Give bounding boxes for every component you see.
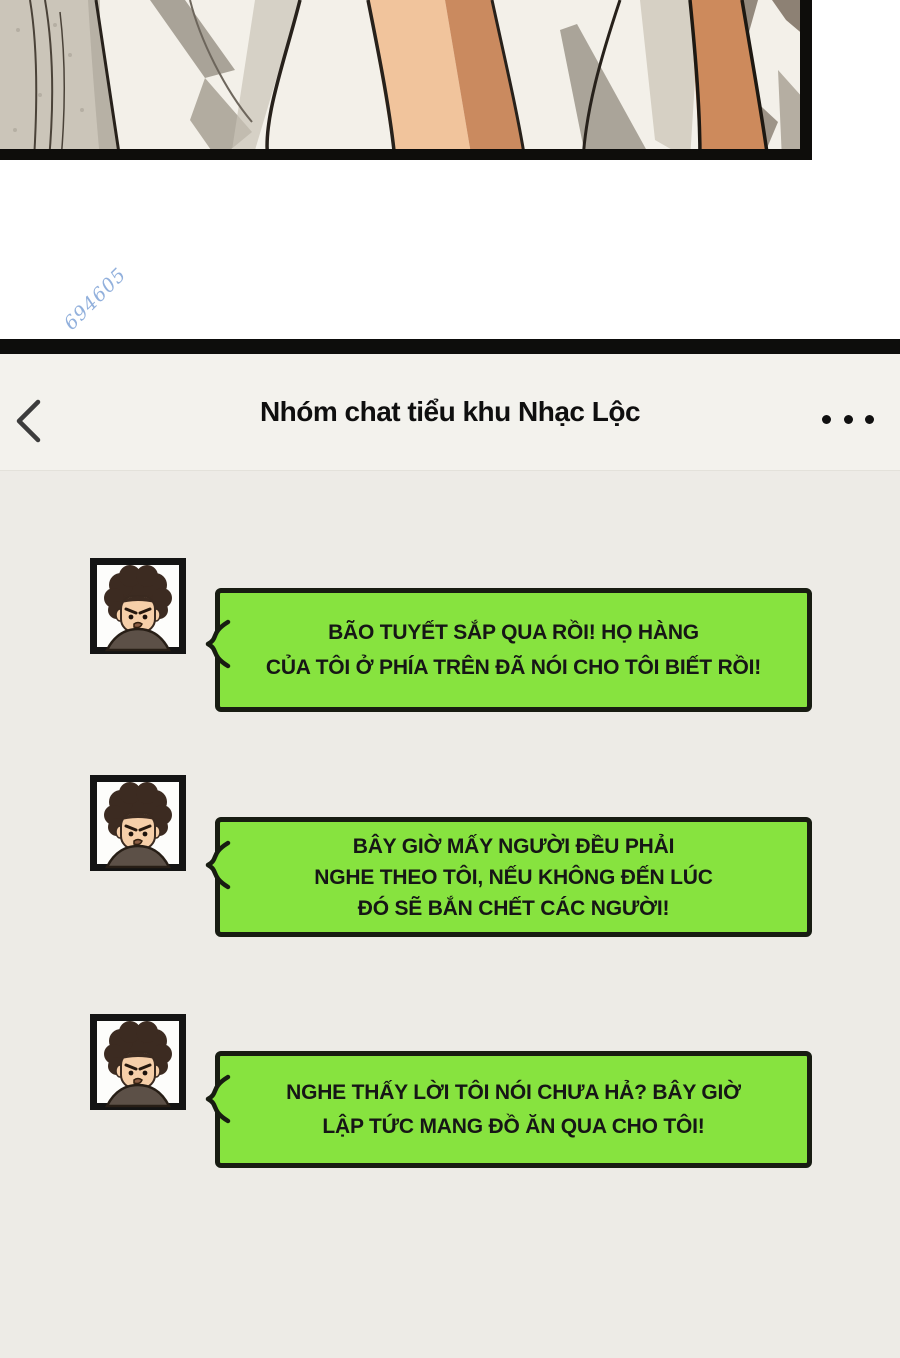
speech-bubble[interactable]	[215, 817, 812, 937]
message-line: NGHE THẤY LỜI TÔI NÓI CHƯA HẢ? BÂY GIỜ	[286, 1080, 741, 1104]
message-text	[226, 822, 801, 932]
message-line: CỦA TÔI Ở PHÍA TRÊN ĐÃ NÓI CHO TÔI BIẾT RỒI!	[265, 656, 762, 679]
watermark: 694605	[59, 263, 131, 335]
message-text	[226, 593, 801, 707]
avatar[interactable]	[90, 1014, 186, 1110]
chat-header	[0, 354, 900, 471]
more-options-button[interactable]	[822, 406, 874, 432]
panel-divider-bar	[0, 339, 900, 354]
ellipsis-icon	[865, 415, 874, 424]
message-line: BÃO TUYẾT SẮP QUA RỒI! HỌ HÀNG	[328, 621, 699, 644]
speech-bubble[interactable]	[215, 1051, 812, 1168]
page-title: Nhóm chat tiểu khu Nhạc Lộc	[259, 396, 641, 427]
message-line: BÂY GIỜ MẤY NGƯỜI ĐỀU PHẢI	[352, 834, 675, 858]
curly-haired-man-icon	[90, 775, 186, 871]
ellipsis-icon	[822, 415, 831, 424]
chat-screen	[0, 354, 900, 1358]
message-line: NGHE THEO TÔI, NẾU KHÔNG ĐẾN LÚC	[314, 865, 713, 889]
avatar[interactable]	[90, 775, 186, 871]
comic-panel-artwork	[0, 0, 812, 160]
speech-bubble[interactable]	[215, 588, 812, 712]
ellipsis-icon	[844, 415, 853, 424]
curly-haired-man-icon	[90, 558, 186, 654]
curly-haired-man-icon	[90, 1014, 186, 1110]
message-line: ĐÓ SẼ BẮN CHẾT CÁC NGƯỜI!	[357, 896, 670, 920]
avatar[interactable]	[90, 558, 186, 654]
message-text	[226, 1056, 801, 1163]
message-line: LẬP TỨC MANG ĐỒ ĂN QUA CHO TÔI!	[322, 1114, 705, 1138]
comic-panel	[0, 0, 812, 160]
